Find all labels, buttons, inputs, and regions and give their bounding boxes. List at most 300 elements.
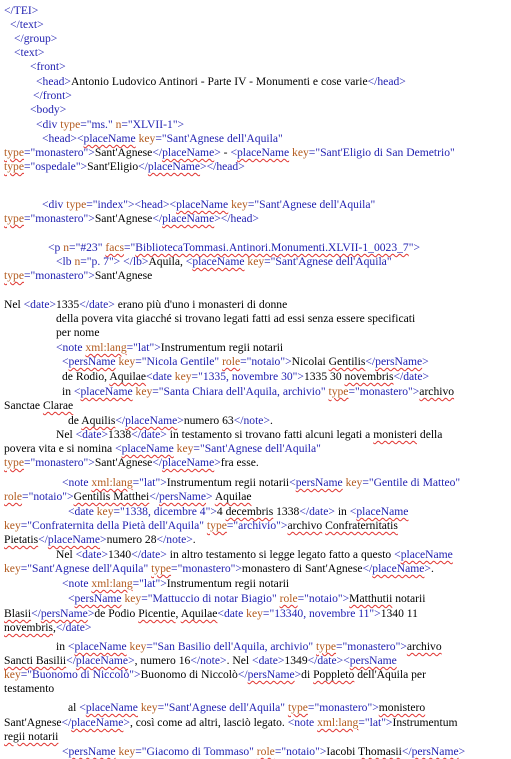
- xml-tag: ": [249, 745, 257, 758]
- xml-tag: =": [132, 577, 144, 590]
- xml-tag: </date>: [131, 548, 167, 561]
- text-content: dell'Aquila per: [354, 668, 426, 681]
- text-line: [68, 592, 425, 606]
- text-content: . Nel: [226, 654, 253, 667]
- text-content: al: [68, 701, 80, 714]
- xml-tag: persName: [40, 607, 88, 620]
- text-line: [4, 146, 455, 160]
- xml-tag: =": [23, 456, 36, 469]
- text-line: [14, 32, 57, 46]
- attribute-value: ms.: [91, 118, 108, 131]
- xml-tag: >: [100, 533, 107, 546]
- text-content: Instrumentum regii notarii: [160, 341, 284, 354]
- xml-tag: >: [206, 490, 215, 503]
- text-content: archivo: [419, 385, 455, 398]
- xml-tag: =": [226, 519, 239, 532]
- text-content: testamento: [4, 682, 55, 695]
- attribute-value: monastero: [319, 701, 368, 714]
- xml-attribute: key: [4, 668, 21, 681]
- xml-tag: <date>: [23, 298, 57, 311]
- xml-attribute: key: [129, 640, 147, 653]
- text-content: Aquila,: [148, 255, 186, 268]
- xml-tag: =": [155, 132, 167, 145]
- xml-tag: ">: [315, 745, 327, 758]
- xml-tag: =": [297, 592, 309, 605]
- xml-tag: ">: [408, 385, 420, 398]
- xml-tag: "> </lb>: [108, 255, 149, 268]
- xml-attribute: type: [4, 146, 24, 159]
- text-content: notarii: [392, 592, 426, 605]
- attribute-value: BibliotecaTommasi.Antinori.Monumenti.XLVII-1_0023_7: [135, 241, 409, 254]
- xml-tag: =": [121, 118, 133, 131]
- text-content: erano più d'uno i monasteri di donne: [114, 298, 288, 311]
- xml-tag: <: [73, 385, 81, 398]
- attribute-value: notaio: [286, 745, 316, 758]
- text-content: Iacobi: [326, 745, 359, 758]
- xml-tag: ": [278, 132, 283, 145]
- xml-tag: </: [61, 716, 72, 729]
- text-content: ,: [52, 621, 56, 634]
- text-line: [4, 654, 397, 668]
- xml-tag: persName: [159, 490, 207, 503]
- xml-tag: =": [80, 255, 92, 268]
- xml-tag: <note: [56, 341, 86, 354]
- text-content: in testamento si trovano fatti alcuni legati a: [166, 428, 374, 441]
- text-line: [4, 730, 58, 744]
- text-content: regii notarii: [4, 730, 59, 743]
- text-content: Aquilae: [180, 607, 218, 620]
- xml-tag: <: [62, 745, 69, 758]
- xml-tag: >: [458, 745, 466, 758]
- xml-attribute: key: [345, 476, 363, 489]
- text-content: Antonio Ludovico Antinori - Parte IV - Monumenti e cose varie: [70, 75, 368, 88]
- text-content: archivo: [287, 519, 323, 532]
- xml-attribute: type: [4, 160, 24, 173]
- text-content: Nel: [4, 298, 24, 311]
- xml-tag: =": [171, 562, 183, 575]
- xml-tag: </head>: [367, 75, 406, 88]
- text-content: Poppleto: [313, 668, 355, 681]
- text-content: Nel: [56, 548, 76, 561]
- text-line: [4, 212, 259, 226]
- xml-tag: >: [214, 146, 221, 159]
- xml-tag: ": [214, 355, 223, 368]
- text-line: [33, 89, 72, 103]
- xml-tag: ></head>: [200, 160, 245, 173]
- xml-tag: =": [22, 490, 34, 503]
- attribute-value: p. 7: [91, 255, 109, 268]
- xml-tag: </note>: [190, 654, 227, 667]
- xml-tag: </front>: [33, 89, 72, 102]
- attribute-value: Sant'Agnese dell'Aquila: [204, 442, 317, 455]
- text-line: [62, 370, 429, 384]
- xml-tag: placeName: [236, 146, 290, 159]
- xml-tag: placeName: [162, 456, 215, 469]
- text-content: 1340: [108, 548, 132, 561]
- xml-tag: =": [80, 118, 92, 131]
- xml-tag: ">: [230, 562, 242, 575]
- text-content: Sant'Agnese: [4, 716, 62, 729]
- xml-tag: ">: [129, 668, 141, 681]
- xml-tag: <div: [36, 118, 61, 131]
- xml-tag: placeName: [162, 212, 215, 225]
- xml-tag: persName: [295, 476, 343, 489]
- attribute-value: Giacomo di Tommaso: [146, 745, 250, 758]
- text-content: numero 28: [106, 533, 157, 546]
- text-line: [62, 385, 454, 399]
- xml-tag: ">: [83, 269, 95, 282]
- xml-attribute: key: [138, 132, 156, 145]
- xml-tag: <note: [287, 716, 318, 729]
- text-line: [30, 103, 66, 117]
- xml-tag: placeName: [75, 654, 129, 667]
- xml-tag: ">: [83, 212, 95, 225]
- text-content: Pietatis: [4, 533, 39, 546]
- xml-tag: </: [152, 456, 163, 469]
- xml-tag: </: [149, 490, 160, 503]
- text-content: , numero 16: [134, 654, 191, 667]
- attribute-value: lat: [137, 341, 150, 354]
- text-line: [4, 160, 245, 174]
- xml-attribute: key: [140, 701, 158, 714]
- xml-attribute: n: [115, 118, 122, 131]
- xml-tag: placeName: [176, 198, 229, 211]
- xml-tag: placeName: [71, 716, 124, 729]
- xml-tag: =": [23, 146, 36, 159]
- xml-attribute: key: [124, 592, 142, 605]
- xml-attribute: type: [206, 519, 227, 532]
- xml-tag: <: [185, 255, 193, 268]
- xml-tag: <: [289, 476, 296, 489]
- text-content: , così come ad altri, lasciò legato.: [129, 716, 288, 729]
- text-line: [4, 4, 38, 18]
- xml-tag: <note: [62, 476, 92, 489]
- text-line: [4, 533, 196, 547]
- xml-tag: "><head><: [123, 198, 177, 211]
- xml-attribute: key: [174, 370, 192, 383]
- attribute-value: lat: [143, 476, 156, 489]
- xml-tag: </note>: [156, 533, 193, 546]
- xml-tag: </: [66, 654, 76, 667]
- xml-attribute: key: [135, 385, 153, 398]
- xml-attribute: n: [74, 255, 81, 268]
- attribute-value: ospedale: [35, 160, 76, 173]
- text-line: [42, 132, 283, 146]
- attribute-value: Sant'Agnese dell'Aquila: [168, 701, 281, 714]
- text-line: [10, 18, 44, 32]
- xml-tag: placeName: [125, 414, 178, 427]
- attribute-value: 13340, novembre 11: [274, 607, 370, 620]
- text-content: Instrumentum: [392, 716, 458, 729]
- text-content: numero 63: [183, 414, 234, 427]
- xml-tag: =": [146, 640, 158, 653]
- text-line: [4, 682, 54, 696]
- xml-tag: >: [177, 414, 184, 427]
- text-content: Sant'Agnese: [94, 456, 153, 469]
- xml-attribute: key: [4, 519, 21, 532]
- text-line: [4, 456, 259, 470]
- attribute-value: Buonomo di Niccolò: [32, 668, 130, 681]
- xml-attribute: type: [4, 212, 24, 225]
- xml-tag: ">: [276, 519, 288, 532]
- xml-tag: <div: [42, 198, 67, 211]
- text-content: de: [68, 414, 82, 427]
- xml-attribute: key: [118, 355, 136, 368]
- xml-tag: <lb: [56, 255, 75, 268]
- text-line: [36, 75, 406, 89]
- text-content: Instrumentum regii notarii: [166, 577, 290, 590]
- xml-tag: =": [23, 212, 36, 225]
- xml-tag: >: [422, 355, 429, 368]
- xml-tag: </: [365, 355, 376, 368]
- attribute-value: Santa Chiara dell'Aquila, archivio: [163, 385, 321, 398]
- xml-tag: =": [23, 269, 36, 282]
- xml-tag: =": [23, 160, 36, 173]
- xml-tag: <: [230, 146, 237, 159]
- xml-attribute: key: [292, 146, 309, 159]
- xml-tag: ": [455, 476, 461, 489]
- text-content: Sant'Eligio: [87, 160, 139, 173]
- xml-tag: persName: [247, 668, 295, 681]
- xml-tag: >: [424, 562, 431, 575]
- xml-tag: placeName: [192, 255, 245, 268]
- xml-tag: >: [214, 456, 221, 469]
- text-content: monisteri: [373, 428, 417, 441]
- xml-tag: </TEI>: [4, 4, 39, 17]
- xml-tag: </: [152, 146, 163, 159]
- xml-tag: =": [336, 640, 348, 653]
- xml-attribute: type: [316, 640, 337, 653]
- xml-tag: </date>: [393, 370, 430, 383]
- text-content: novembris: [344, 370, 394, 383]
- xml-tag: </: [38, 533, 48, 546]
- attribute-value: lat: [143, 577, 156, 590]
- xml-tag: ": [271, 592, 280, 605]
- xml-attribute: key: [176, 442, 194, 455]
- xml-tag: =": [308, 146, 321, 159]
- xml-tag: </text>: [10, 18, 44, 31]
- text-content: Thomasii: [358, 745, 402, 758]
- xml-tag: ": [386, 255, 392, 268]
- attribute-value: monastero: [35, 212, 84, 225]
- text-content: 1338: [273, 505, 300, 518]
- xml-tag: =": [240, 355, 252, 368]
- text-line: [4, 442, 321, 456]
- text-line: [56, 312, 415, 326]
- text-content: Sant'Agnese: [94, 269, 153, 282]
- xml-tag: ">: [292, 370, 304, 383]
- text-content: ,: [175, 607, 181, 620]
- xml-attribute: role: [222, 355, 241, 368]
- xml-attribute: key: [118, 745, 136, 758]
- xml-tag: =": [362, 476, 374, 489]
- xml-tag: ></head>: [214, 212, 259, 225]
- xml-tag: <date: [146, 370, 175, 383]
- xml-tag: ": [370, 198, 376, 211]
- attribute-value: monastero: [347, 640, 396, 653]
- text-line: [56, 341, 283, 355]
- text-line: [62, 476, 460, 490]
- xml-tag: <date>: [75, 428, 109, 441]
- xml-tag: >: [128, 654, 135, 667]
- attribute-value: Sant'Agnese dell'Aquila: [275, 255, 387, 268]
- xml-attribute: xml:lang: [91, 476, 133, 489]
- text-content: Aquilae: [109, 370, 147, 383]
- xml-tag: <note: [62, 577, 92, 590]
- text-content: 1349: [284, 654, 308, 667]
- text-content: 1335 30: [303, 370, 345, 383]
- xml-tag: placeName: [80, 385, 133, 398]
- text-content: in altro testamento si legge legato fatto a questo: [166, 548, 395, 561]
- xml-attribute: n: [63, 241, 70, 254]
- text-content: in: [56, 640, 68, 653]
- xml-tag: placeName: [83, 132, 136, 145]
- xml-tag: placeName: [121, 442, 174, 455]
- xml-attribute: xml:lang: [85, 341, 127, 354]
- text-content: di: [301, 668, 314, 681]
- xml-tag: <: [62, 355, 69, 368]
- xml-tag: =": [20, 519, 33, 532]
- xml-tag: </date>: [55, 621, 92, 634]
- xml-tag: <p: [48, 241, 64, 254]
- text-line: [4, 562, 434, 576]
- text-line: [36, 118, 184, 132]
- xml-attribute: xml:lang: [317, 716, 359, 729]
- xml-tag: =": [191, 370, 203, 383]
- xml-tag: ": [450, 146, 455, 159]
- text-line: [62, 355, 429, 369]
- xml-tag: =": [135, 745, 147, 758]
- xml-tag: <date: [68, 505, 97, 518]
- xml-tag: </: [31, 607, 41, 620]
- xml-tag: >: [123, 716, 130, 729]
- attribute-value: monastero: [35, 146, 84, 159]
- xml-attribute: type: [4, 456, 24, 469]
- xml-tag: </: [152, 212, 163, 225]
- attribute-value: Sant'Agnese dell'Aquila: [166, 132, 278, 145]
- xml-tag: =": [264, 255, 276, 268]
- xml-tag: =": [124, 241, 136, 254]
- xml-tag: <: [67, 640, 75, 653]
- text-content: Sanctae: [4, 399, 43, 412]
- xml-tag: persName: [74, 592, 122, 605]
- text-content: 1340 11: [380, 607, 418, 620]
- text-content: fra esse.: [220, 456, 259, 469]
- xml-tag: placeName: [162, 146, 215, 159]
- xml-tag: =": [358, 716, 370, 729]
- text-line: [14, 46, 44, 60]
- attribute-value: monastero: [182, 562, 231, 575]
- xml-tag: persName: [375, 355, 423, 368]
- xml-attribute: key: [247, 255, 265, 268]
- xml-tag: placeName: [356, 505, 409, 518]
- text-content: povera vita e si nomina: [4, 442, 116, 455]
- xml-tag: placeName: [147, 160, 201, 173]
- text-line: [4, 298, 287, 312]
- xml-tag: <: [394, 548, 401, 561]
- xml-attribute: role: [279, 592, 298, 605]
- text-line: [56, 548, 453, 562]
- text-content: Aquilis: [81, 414, 116, 427]
- xml-tag: <: [68, 592, 75, 605]
- xml-tag: =": [69, 241, 81, 254]
- attribute-value: #23: [80, 241, 98, 254]
- xml-tag: persName: [68, 745, 116, 758]
- xml-tag: ">: [337, 592, 350, 605]
- attribute-value: San Basilio dell'Aquila, archivio: [157, 640, 309, 653]
- xml-attribute: role: [256, 745, 275, 758]
- xml-tag: ": [280, 701, 288, 714]
- xml-tag: =": [141, 592, 153, 605]
- xml-attribute: key: [246, 607, 263, 620]
- attribute-value: lat: [369, 716, 382, 729]
- xml-tag: </: [401, 745, 412, 758]
- attribute-value: archivio: [238, 519, 277, 532]
- attribute-value: Gentile di Matteo: [373, 476, 456, 489]
- text-content: novembris: [4, 621, 53, 634]
- text-content: 1335: [56, 298, 80, 311]
- xml-tag: ">: [155, 476, 167, 489]
- xml-tag: =": [126, 341, 138, 354]
- xml-tag: <head><: [42, 132, 84, 145]
- xml-tag: </date>: [299, 505, 335, 518]
- xml-tag: placeName: [74, 640, 127, 653]
- xml-tag: </: [362, 562, 373, 575]
- text-content: in: [334, 505, 350, 518]
- text-content: Sant'Agnese: [94, 146, 153, 159]
- xml-tag: <date: [217, 607, 247, 620]
- xml-tag: =": [247, 198, 260, 211]
- xml-tag: persName: [68, 355, 116, 368]
- xml-attribute: facs: [105, 241, 125, 254]
- text-line: [48, 241, 420, 255]
- xml-attribute: type: [4, 269, 24, 282]
- text-content: 4: [216, 505, 226, 518]
- xml-tag: <: [79, 701, 86, 714]
- xml-tag: ": [316, 442, 321, 455]
- text-content: .: [270, 414, 273, 427]
- xml-tag: <head>: [36, 75, 71, 88]
- xml-tag: <front>: [30, 60, 66, 73]
- xml-tag: ">: [75, 160, 88, 173]
- xml-tag: </note>: [233, 414, 270, 427]
- attribute-value: Mattuccio di notar Biagio: [152, 592, 272, 605]
- text-content: .: [192, 533, 196, 546]
- attribute-value: notaio: [33, 490, 63, 503]
- xml-tag: ": [308, 640, 317, 653]
- text-content: archivo: [406, 640, 442, 653]
- xml-tag: ">: [155, 577, 167, 590]
- text-content: decembris: [225, 505, 274, 518]
- xml-tag: </: [237, 668, 248, 681]
- xml-tag: ": [199, 519, 207, 532]
- xml-tag: </group>: [14, 32, 58, 45]
- text-content: Nel: [56, 428, 76, 441]
- xml-tag: <: [115, 442, 122, 455]
- xml-tag: ": [320, 385, 329, 398]
- xml-tag: =": [135, 355, 147, 368]
- text-content: monastero di Sant'Agnese: [241, 562, 363, 575]
- xml-tag: =": [193, 442, 205, 455]
- text-line: [68, 414, 273, 428]
- xml-tag: <text>: [14, 46, 45, 59]
- xml-tag: <body>: [30, 103, 67, 116]
- xml-attribute: type: [287, 701, 308, 714]
- xml-tag: ">: [280, 355, 292, 368]
- text-content: Blasii: [4, 607, 32, 620]
- text-content: Matthutii: [349, 592, 393, 605]
- xml-tag: ">: [395, 640, 407, 653]
